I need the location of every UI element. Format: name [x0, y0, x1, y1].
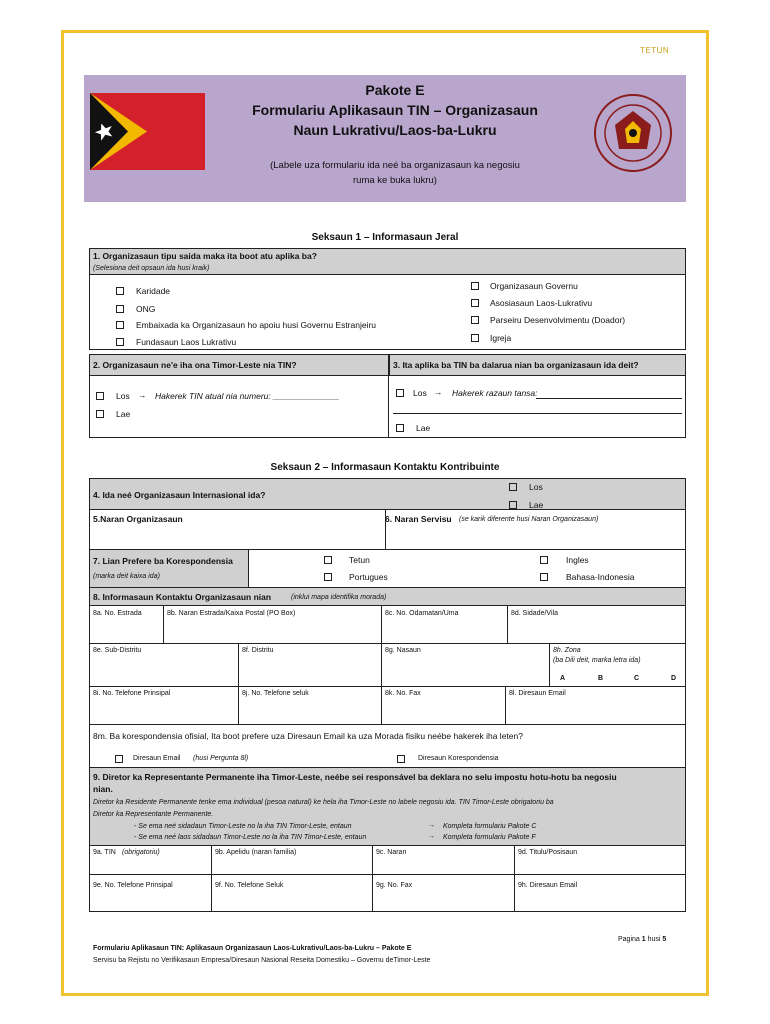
- seal-image: [593, 93, 673, 173]
- zone-d-option[interactable]: D: [671, 675, 677, 682]
- q9c-field[interactable]: 9c. Naran: [376, 849, 407, 856]
- q1-option-fundasaun: Fundasaun Laos Lukrativu: [136, 337, 237, 347]
- q2-tin-input[interactable]: Hakerek TIN atual nia numeru: ______________: [155, 391, 340, 401]
- q9h-field[interactable]: 9h. Diresaun Email: [518, 882, 578, 889]
- footer-line-2: Servisu ba Rejistu no Verifikasaun Empresa/Diresaun Nasional Reseita Domestiku – Governu deTimor-Leste: [93, 957, 431, 964]
- title-line-2: Formulariu Aplikasaun TIN – Organizasaun: [252, 102, 538, 118]
- q9-col-divider: [211, 846, 212, 912]
- q6-hint: (se karik diferente husi Naran Organizasaun): [459, 516, 599, 523]
- q7-hint: (marka deit kaixa ida): [93, 573, 160, 580]
- q8i-field[interactable]: 8i. No. Telefone Prinsipal: [93, 690, 171, 697]
- form-subtitle: [245, 158, 545, 188]
- q9d-field[interactable]: 9d. Titulu/Posisaun: [518, 849, 578, 856]
- subtitle-line-1: (Labele uza formulariu ida neé ba organizasaun ka negosiu: [270, 160, 520, 171]
- q8m-label: 8m. Ba korespondensia ofisial, Ita boot prefere uza Diresaun Email ka uza Morada fisiku neébe hakerek iha leten?: [93, 731, 523, 741]
- q7-label: 7. Lian Prefere ba Korespondensia: [93, 556, 233, 566]
- q1-option-ong: ONG: [136, 304, 156, 314]
- q8h-hint: (ba Dili deit, marka letra ida): [553, 657, 641, 664]
- q2-yes-label: Los: [116, 391, 130, 401]
- q9-rule-2: - Se ema neé laos sidadaun Timor-Leste no la iha TIN Timor-Leste, entaun: [134, 834, 367, 841]
- q9-col-divider: [514, 846, 515, 912]
- q3-reason-line-1[interactable]: [536, 398, 682, 399]
- q2-checkbox-no[interactable]: [96, 410, 104, 418]
- q1-option-governu: Organizasaun Governu: [490, 281, 578, 291]
- arrow-icon: →: [428, 822, 435, 829]
- q9-note-2: Diretor ka Representante Permanente.: [93, 811, 214, 818]
- section2-title: Seksaun 2 – Informasaun Kontaktu Kontribuinte: [270, 462, 500, 473]
- zone-a-option[interactable]: A: [560, 675, 566, 682]
- language-tag: TETUN: [640, 46, 670, 55]
- section1-title: Seksaun 1 – Informasaun Jeral: [311, 232, 459, 243]
- footer-line-1: Formulariu Aplikasaun TIN: Aplikasaun Organizasaun Laos-Lukrativu/Laos-ba-Lukru – Pakote E: [93, 945, 412, 952]
- page-num: 1: [641, 936, 646, 943]
- q1-hint: (Selesiona deit opsaun ida husi kraik): [93, 265, 210, 272]
- page-prefix: Pagina: [618, 936, 640, 943]
- q5-label: 5.Naran Organizasaun: [93, 514, 183, 524]
- q1-checkbox-governu[interactable]: [471, 282, 479, 290]
- zone-c-option[interactable]: C: [634, 675, 640, 682]
- q9-rule-1-result: Kompleta formulariu Pakote C: [443, 823, 537, 830]
- q8j-field[interactable]: 8j. No. Telefone seluk: [242, 690, 309, 697]
- q8-col-divider: [549, 643, 550, 686]
- q9e-field[interactable]: 9e. No. Telefone Prinsipal: [93, 882, 173, 889]
- q8l-field[interactable]: 8l. Diresaun Email: [509, 690, 566, 697]
- q3-reason-line-2[interactable]: [393, 413, 682, 414]
- q4-checkbox-no[interactable]: [509, 501, 517, 509]
- zone-b-option[interactable]: B: [598, 675, 604, 682]
- q4-no-label: Lae: [529, 500, 544, 510]
- q8-row-divider-1: [89, 643, 686, 644]
- q8m-checkbox-email[interactable]: [115, 755, 123, 763]
- form-title: [225, 80, 565, 140]
- q9g-field[interactable]: 9g. No. Fax: [376, 882, 413, 889]
- page-number: [618, 936, 666, 943]
- q8-col-divider: [163, 606, 164, 643]
- q8b-field[interactable]: 8b. Naran Estrada/Kaixa Postal (PO Box): [167, 610, 296, 617]
- q1-checkbox-fundasaun[interactable]: [116, 338, 124, 346]
- q2-no-label: Lae: [116, 409, 131, 419]
- q7-checkbox-tetun[interactable]: [324, 556, 332, 564]
- q8k-field[interactable]: 8k. No. Fax: [385, 690, 421, 697]
- q2-body: [89, 376, 389, 438]
- arrow-icon: →: [434, 387, 443, 397]
- q1-option-parseiru: Parseiru Desenvolvimentu (Doador): [490, 315, 626, 325]
- q9a-field[interactable]: 9a. TIN: [93, 849, 116, 856]
- q2-checkbox-yes[interactable]: [96, 392, 104, 400]
- title-line-3: Naun Lukrativu/Laos-ba-Lukru: [293, 122, 497, 138]
- q1-checkbox-ong[interactable]: [116, 305, 124, 313]
- q7-option-tetun: Tetun: [349, 555, 370, 565]
- q3-no-label: Lae: [416, 423, 431, 433]
- q8-col-divider: [507, 606, 508, 643]
- q8c-field[interactable]: 8c. No. Odamatan/Uma: [385, 610, 459, 617]
- page-total: 5: [662, 936, 667, 943]
- q1-checkbox-embaixada[interactable]: [116, 321, 124, 329]
- flag-image: [90, 93, 205, 170]
- q3-checkbox-yes[interactable]: [396, 389, 404, 397]
- q7-checkbox-portugues[interactable]: [324, 573, 332, 581]
- q8a-field[interactable]: 8a. No. Estrada: [93, 610, 142, 617]
- q1-checkbox-igreja[interactable]: [471, 334, 479, 342]
- q7-option-bahasa: Bahasa-Indonesia: [566, 572, 635, 582]
- q8h-label: 8h. Zona: [553, 647, 581, 654]
- q4-checkbox-yes[interactable]: [509, 483, 517, 491]
- q9-label-1: 9. Diretor ka Representante Permanente iha Timor-Leste, neébe sei responsável ba deklara no selu impostu hotu-hotu ba negosiu: [93, 772, 617, 782]
- q9-row-divider: [89, 874, 686, 875]
- q8-col-divider: [238, 643, 239, 725]
- page-sep: husi: [647, 936, 661, 943]
- q9a-hint: (obrigatoriu): [122, 849, 160, 856]
- subtitle-line-2: ruma ke buka lukru): [353, 175, 437, 186]
- q9-label-2: nian.: [93, 784, 113, 794]
- q1-checkbox-karidade[interactable]: [116, 287, 124, 295]
- q8-col-divider: [505, 686, 506, 725]
- q6-label: 6. Naran Servisu: [385, 514, 452, 524]
- q3-reason-label: Hakerek razaun tansa:: [452, 388, 538, 398]
- q1-option-asosiasaun: Asosiasaun Laos-Lukrativu: [490, 298, 593, 308]
- q8-label: 8. Informasaun Kontaktu Organizasaun nian: [93, 592, 272, 602]
- q3-checkbox-no[interactable]: [396, 424, 404, 432]
- q1-checkbox-asosiasaun[interactable]: [471, 299, 479, 307]
- q8-hint: (inklui mapa identifika morada): [291, 594, 387, 601]
- q8d-field[interactable]: 8d. Sidade/Vila: [511, 610, 558, 617]
- q1-checkbox-parseiru[interactable]: [471, 316, 479, 324]
- q7-checkbox-bahasa[interactable]: [540, 573, 548, 581]
- q7-option-portugues: Portugues: [349, 572, 388, 582]
- q8g-field[interactable]: 8g. Nasaun: [385, 647, 421, 654]
- q8m-checkbox-korespondensia[interactable]: [397, 755, 405, 763]
- q9b-field[interactable]: 9b. Apelidu (naran familia): [215, 849, 297, 856]
- q1-option-karidade: Karidade: [136, 286, 171, 296]
- q4-label: 4. Ida neé Organizasaun Internasional ida?: [93, 490, 266, 500]
- q4-yes-label: Los: [529, 482, 543, 492]
- title-line-1: Pakote E: [365, 82, 425, 98]
- q8-row-divider-2: [89, 686, 686, 687]
- q8-grid: [89, 606, 686, 725]
- q7-option-ingles: Ingles: [566, 555, 589, 565]
- q1-option-embaixada: Embaixada ka Organizasaun ho apoiu husi Governu Estranjeiru: [136, 320, 377, 330]
- q9f-field[interactable]: 9f. No. Telefone Seluk: [215, 882, 284, 889]
- q8e-field[interactable]: 8e. Sub-Distritu: [93, 647, 142, 654]
- q1-option-igreja: Igreja: [490, 333, 512, 343]
- q9-rule-2-result: Kompleta formulariu Pakote F: [443, 834, 536, 841]
- q8m-option-email-hint: (husi Pergunta 8l): [193, 755, 249, 762]
- q8-col-divider: [381, 606, 382, 725]
- arrow-icon: →: [138, 390, 147, 400]
- q9-col-divider: [372, 846, 373, 912]
- q9-rule-1: - Se ema neé sidadaun Timor-Leste no la iha TIN Timor-Leste, entaun: [134, 823, 352, 830]
- q8m-option-email: Diresaun Email: [133, 755, 181, 762]
- arrow-icon: →: [428, 833, 435, 840]
- q3-yes-label: Los: [413, 388, 427, 398]
- q2-label: 2. Organizasaun ne'e iha ona Timor-Leste nia TIN?: [93, 360, 297, 370]
- q3-label: 3. Ita aplika ba TIN ba dalarua nian ba organizasaun ida deit?: [393, 360, 639, 370]
- q9-note-1: Diretor ka Residente Permanente tenke ema individual (pesoa natural) ke hela iha Timor-Leste no labele negosiu ida. TIN Timor-Leste obrigatoriu ba: [93, 799, 554, 806]
- q1-label: 1. Organizasaun tipu saida maka ita boot atu aplika ba?: [93, 251, 317, 261]
- q7-checkbox-ingles[interactable]: [540, 556, 548, 564]
- q8f-field[interactable]: 8f. Distritu: [242, 647, 274, 654]
- q3-body: [389, 376, 686, 438]
- q8m-option-korespondensia: Diresaun Korespondensia: [418, 755, 499, 762]
